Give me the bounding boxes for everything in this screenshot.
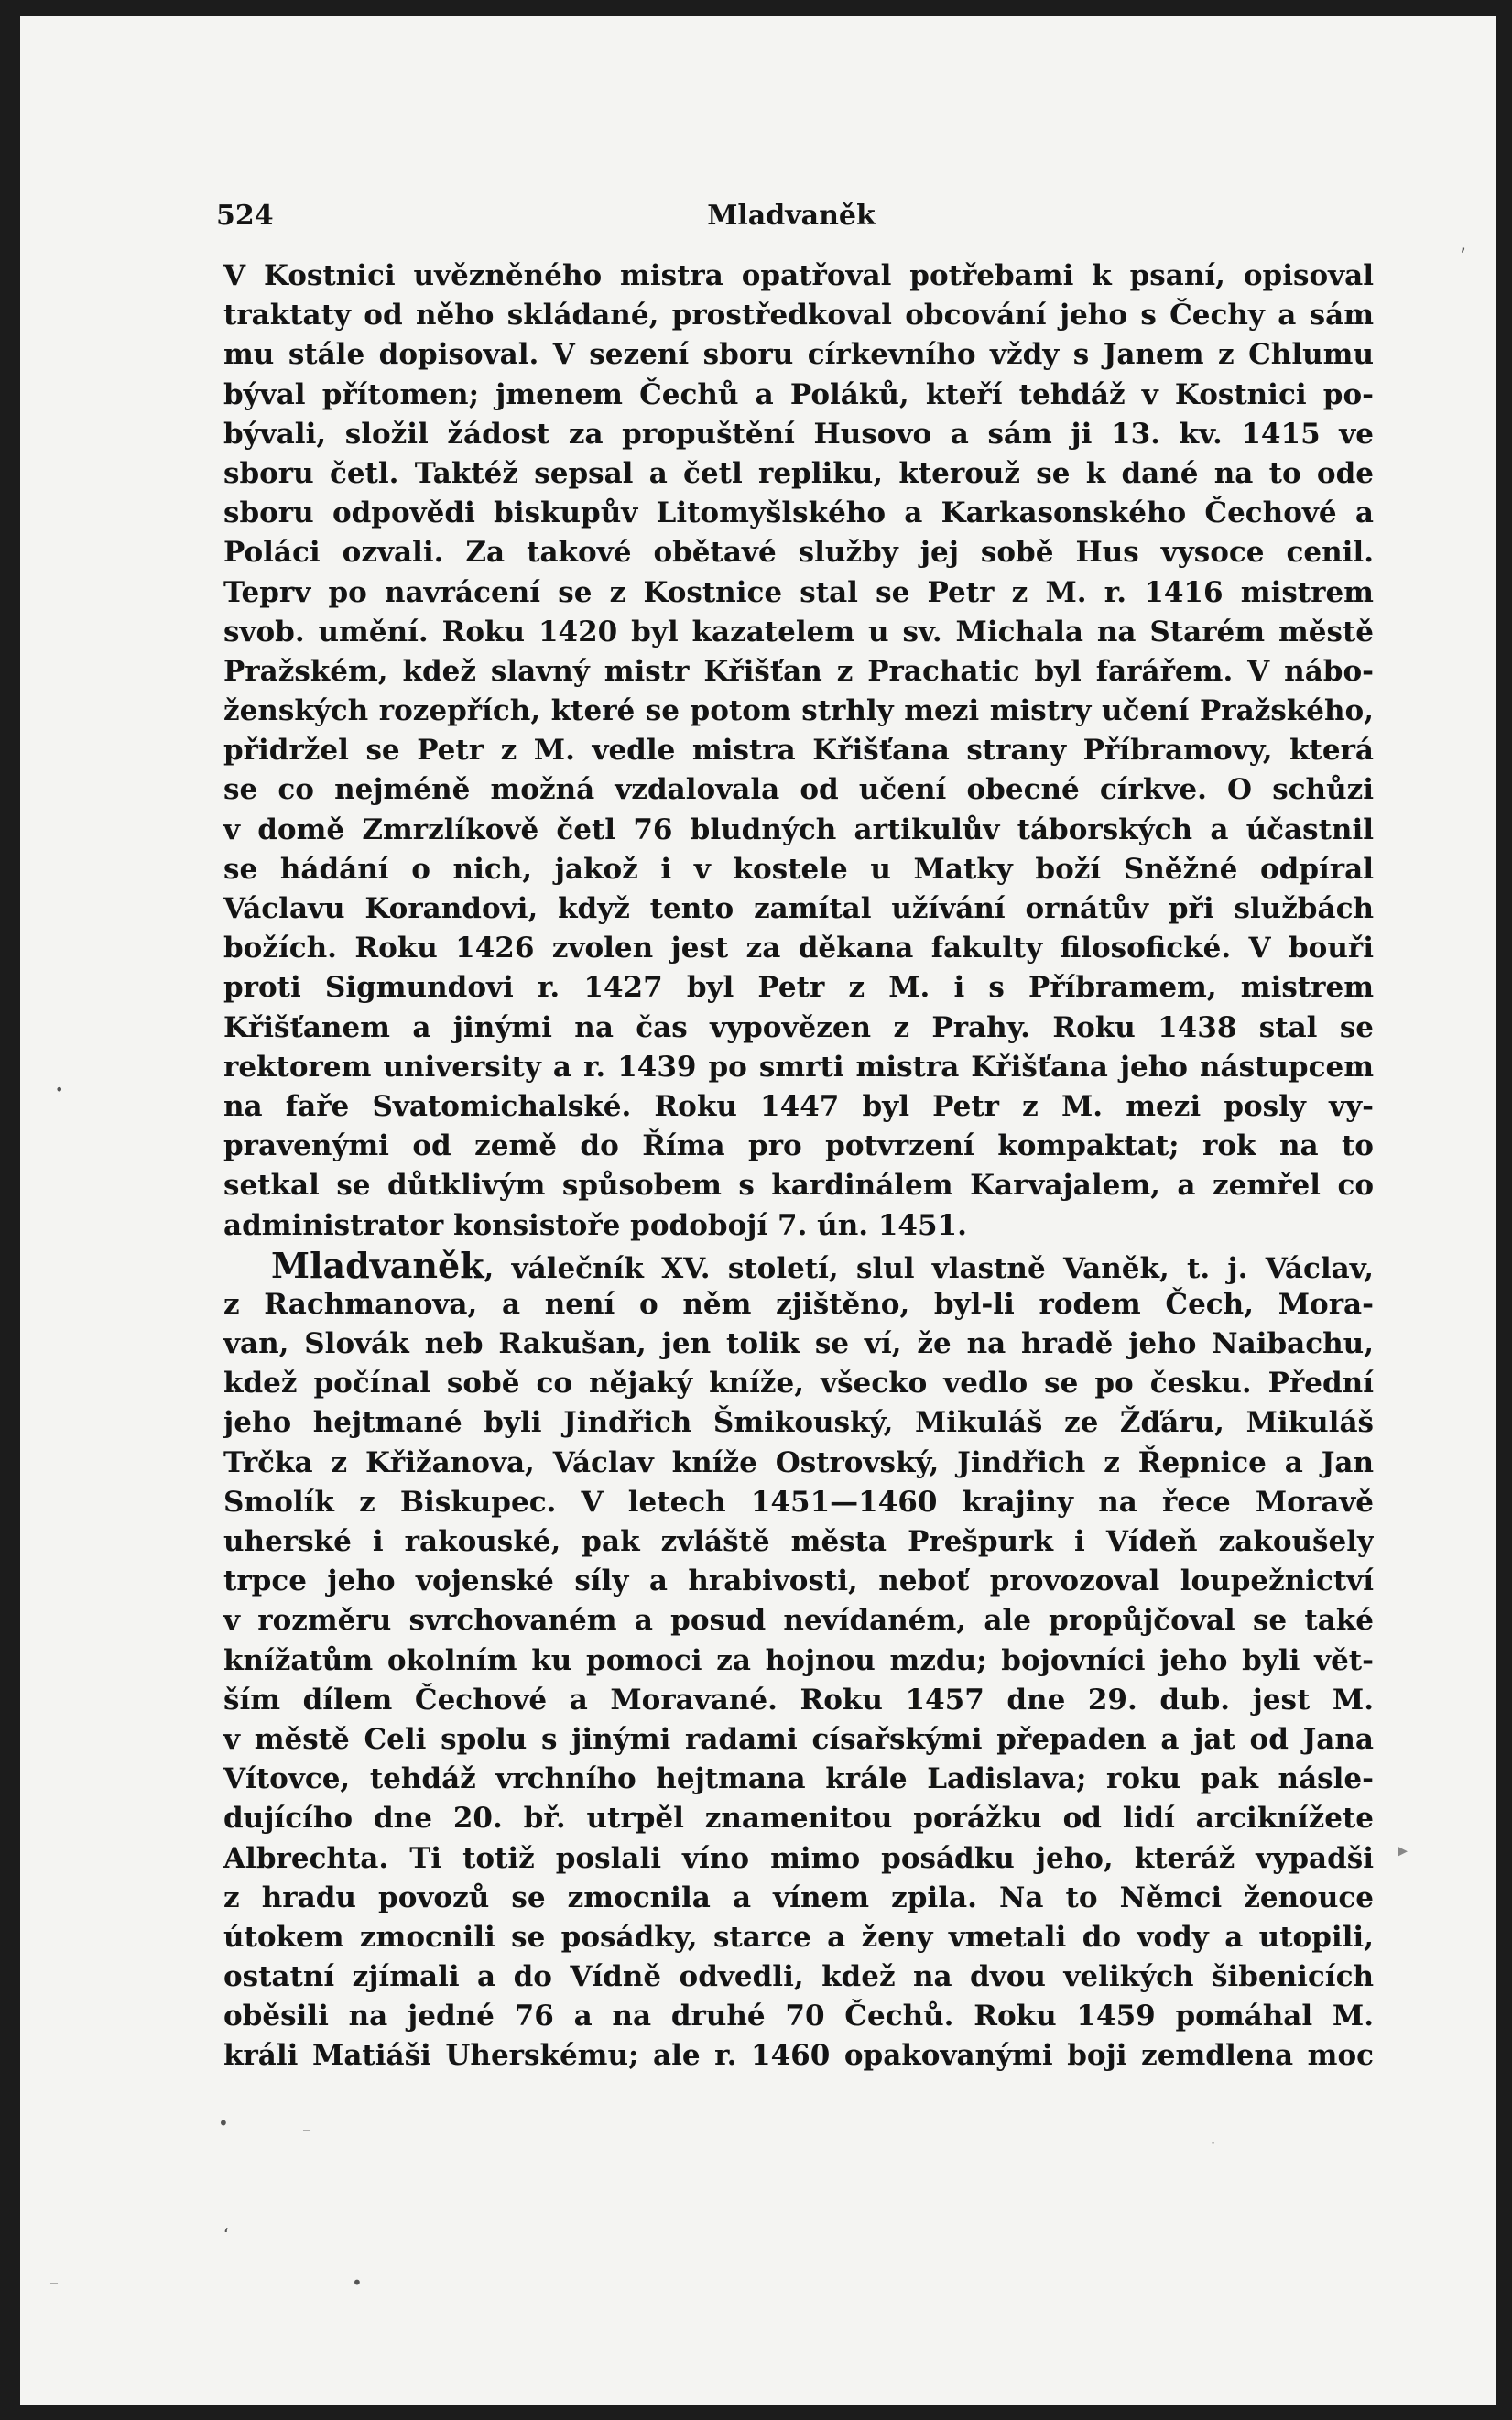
text-line: sboru odpovědi biskupův Litomyšlského a Karkasonského Čechové a: [223, 496, 1374, 530]
scan-speck: •: [55, 1081, 64, 1098]
page-number: 524: [216, 200, 274, 232]
text-line: na faře Svatomichalské. Roku 1447 byl Petr z M. mezi posly vy-: [223, 1089, 1374, 1123]
text-line: V Kostnici uvězněného mistra opatřoval potřebami k psaní, opisoval: [223, 259, 1374, 292]
paragraph-petr: [223, 256, 1374, 1246]
scan-speck: ▸: [1398, 1839, 1409, 1862]
text-line: v rozměru svrchovaném a posud nevídaném, ale propůjčoval se také: [223, 1604, 1374, 1638]
text-line: traktaty od něho skládané, prostředkoval obcování jeho s Čechy a sám: [223, 299, 1374, 332]
text-line: v domě Zmrzlíkově četl 76 bludných artikulův táborských a účastnil: [223, 812, 1374, 846]
page-header: [216, 183, 1366, 247]
entry-first-line: [223, 1246, 1374, 1285]
text-line: Pražském, kdež slavný mistr Křišťan z Prachatic byl farářem. V nábo-: [223, 654, 1374, 688]
text-line: ším dílem Čechové a Moravané. Roku 1457 dne 29. dub. jest M.: [223, 1683, 1374, 1717]
scan-speck: ’: [1460, 245, 1466, 268]
running-head: Mladvaněk: [707, 200, 876, 232]
text-line: přidržel se Petr z M. vedle mistra Křišťana strany Příbramovy, která: [223, 734, 1374, 768]
scan-speck: –: [49, 2272, 59, 2294]
text-line: mu stále dopisoval. V sezení sboru církevního vždy s Janem z Chlumu: [223, 338, 1374, 372]
text-line: pravenými od země do Říma pro potvrzení kompaktat; rok na to: [223, 1129, 1374, 1163]
text-line: Poláci ozvali. Za takové obětavé služby jej sobě Hus vysoce cenil.: [223, 536, 1374, 570]
text-line: útokem zmocnili se posádky, starce a ženy vmetali do vody a utopili,: [223, 1920, 1374, 1954]
text-line: trpce jeho vojenské síly a hrabivosti, neboť provozoval loupežnictví: [223, 1564, 1374, 1598]
entry-first-line-rest: , válečník XV. století, slul vlastně Vaněk, t. j. Václav,: [484, 1251, 1374, 1285]
text-line: Smolík z Biskupec. V letech 1451—1460 krajiny na řece Moravě: [223, 1485, 1374, 1519]
text-line: Křišťanem a jinými na čas vypovězen z Prahy. Roku 1438 stal se: [223, 1010, 1374, 1044]
text-line: Trčka z Křižanova, Václav kníže Ostrovský, Jindřich z Řepnice a Jan: [223, 1445, 1374, 1479]
scan-speck: •: [352, 2272, 363, 2294]
text-line: administrator konsistoře podobojí 7. ún. 1451.: [223, 1208, 967, 1242]
text-line: býval přítomen; jmenem Čechů a Poláků, kteří tehdáž v Kostnici po-: [223, 377, 1374, 411]
scan-speck: •: [218, 2112, 229, 2134]
text-line: Albrechta. Ti totiž poslali víno mimo posádku jeho, kteráž vypadši: [223, 1841, 1374, 1875]
paragraph-mladvanek: [223, 1246, 1374, 2077]
text-line: z Rachmanova, a není o něm zjištěno, byl-li rodem Čech, Mora-: [223, 1287, 1374, 1321]
text-line: z hradu povozů se zmocnila a vínem zpila. Na to Němci ženouce: [223, 1880, 1374, 1914]
text-line: dujícího dne 20. bř. utrpěl znamenitou porážku od lidí arciknížete: [223, 1802, 1374, 1836]
text-line: králi Matiáši Uherskému; ale r. 1460 opakovanými boji zemdlena moc: [223, 2039, 1374, 2073]
text-line: ostatní zjímali a do Vídně odvedli, kdež na dvou velikých šibenicích: [223, 1960, 1374, 1994]
text-line: Vítovce, tehdáž vrchního hejtmana krále Ladislava; roku pak násle-: [223, 1762, 1374, 1796]
entry-headword: Mladvaněk: [271, 1245, 484, 1285]
text-line: božích. Roku 1426 zvolen jest za děkana fakulty filosofické. V bouři: [223, 932, 1374, 965]
text-line: v městě Celi spolu s jinými radami císařskými přepaden a jat od Jana: [223, 1722, 1374, 1756]
text-line: svob. umění. Roku 1420 byl kazatelem u sv. Michala na Starém městě: [223, 615, 1374, 649]
text-line: oběsili na jedné 76 a na druhé 70 Čechů. Roku 1459 pomáhal M.: [223, 2000, 1374, 2033]
text-line: rektorem university a r. 1439 po smrti mistra Křišťana jeho nástupcem: [223, 1050, 1374, 1084]
text-line: knížatům okolním ku pomoci za hojnou mzdu; bojovníci jeho byli vět-: [223, 1643, 1374, 1677]
scan-speck: ·: [1211, 2134, 1216, 2152]
text-line: Teprv po navrácení se z Kostnice stal se Petr z M. r. 1416 mistrem: [223, 575, 1374, 609]
text-line: jeho hejtmané byli Jindřich Šmikouský, Mikuláš ze Žďáru, Mikuláš: [223, 1406, 1374, 1440]
text-line: kdež počínal sobě co nějaký kníže, všecko vedlo se po česku. Přední: [223, 1367, 1374, 1401]
text-line: proti Sigmundovi r. 1427 byl Petr z M. i s Příbramem, mistrem: [223, 971, 1374, 1005]
text-line: se hádání o nich, jakož i v kostele u Matky boží Sněžné odpíral: [223, 852, 1374, 886]
text-line: Václavu Korandovi, když tento zamítal užívání ornátův při službách: [223, 892, 1374, 925]
scan-speck: ʻ: [223, 2224, 230, 2246]
text-line: se co nejméně možná vzdalovala od učení obecné církve. O schůzi: [223, 773, 1374, 807]
book-page: [20, 16, 1496, 2405]
scan-speck: –: [302, 2119, 311, 2141]
text-line: ženských rozepřích, které se potom strhly mezi mistry učení Pražského,: [223, 694, 1374, 728]
text-line: bývali, složil žádost za propuštění Husovo a sám ji 13. kv. 1415 ve: [223, 417, 1374, 451]
text-line: setkal se důtklivým spůsobem s kardinálem Karvajalem, a zemřel co: [223, 1169, 1374, 1203]
text-line: sboru četl. Taktéž sepsal a četl repliku, kterouž se k dané na to ode: [223, 456, 1374, 490]
text-line: van, Slovák neb Rakušan, jen tolik se ví, že na hradě jeho Naibachu,: [223, 1327, 1374, 1361]
text-line: uherské i rakouské, pak zvláště města Prešpurk i Vídeň zakoušely: [223, 1525, 1374, 1558]
body-text: [223, 256, 1374, 2077]
